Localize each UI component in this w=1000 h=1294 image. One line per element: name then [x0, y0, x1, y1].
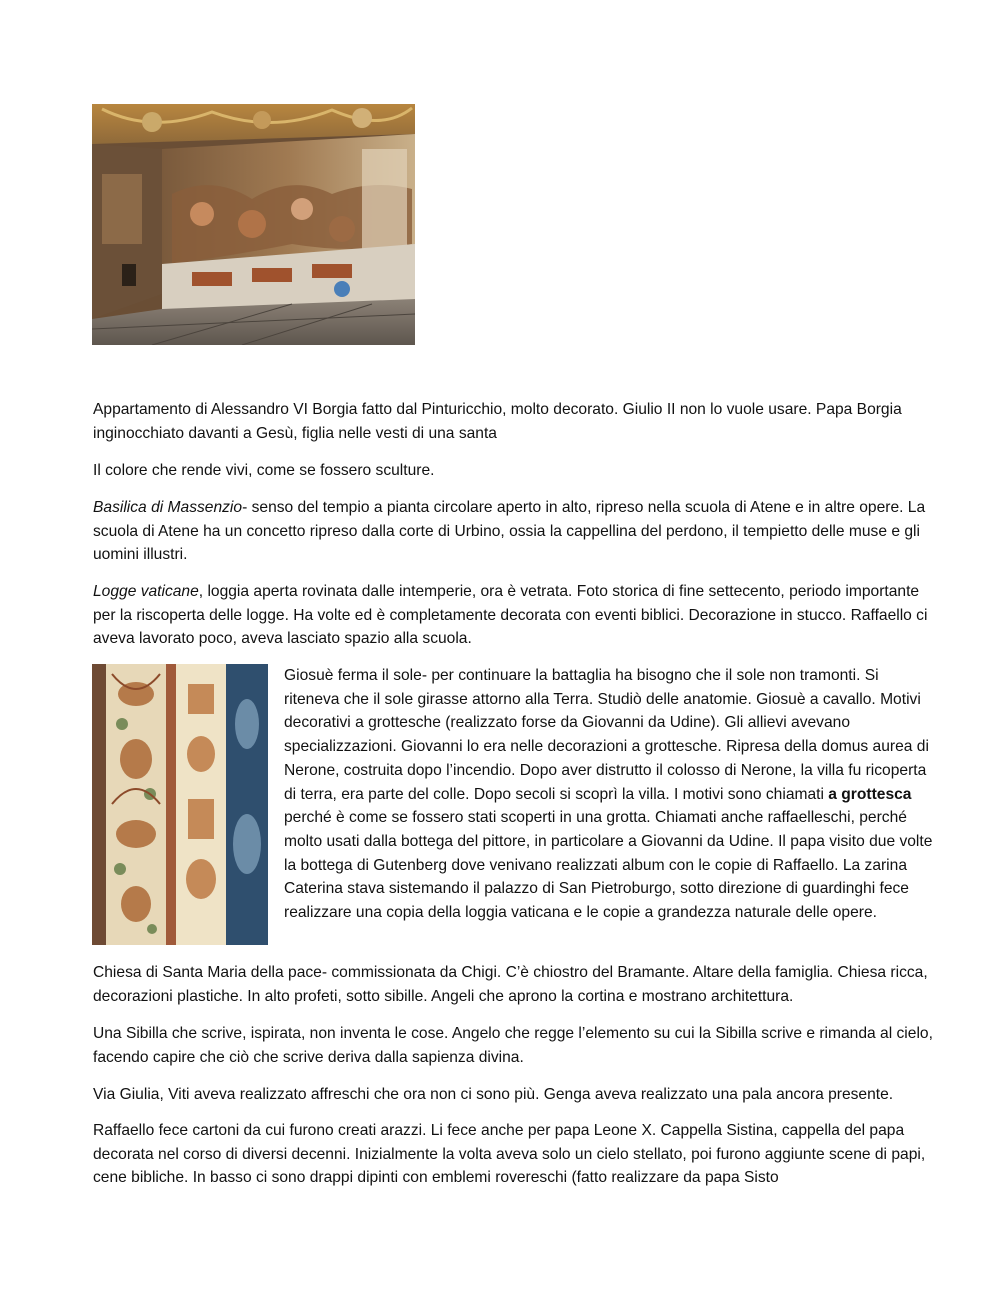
paragraph-sibilla: Una Sibilla che scrive, ispirata, non inventa le cose. Angelo che regge l’elemento su cui la Sibilla scrive e rimanda al cielo, facendo capire che ciò che scrive deriva dalla sapienza divina. [93, 1025, 933, 1066]
term-logge: Logge vaticane [93, 583, 199, 600]
paragraph-via-giulia: Via Giulia, Viti aveva realizzato affreschi che ora non ci sono più. Genga aveva realizzato una pala ancora presente. [93, 1086, 894, 1103]
paragraph-color: Il colore che rende vivi, come se fossero sculture. [93, 462, 435, 479]
paragraph-basilica [93, 496, 933, 567]
grotesque-pilaster-photo [92, 664, 268, 945]
paragraph-giosue-text-a: - per continuare la battaglia ha bisogno che il sole non tramonti. Si riteneva che il sole girasse attorno alla Terra. Studiò delle anatomie. Giosuè a cavallo. Motivi decorativi a grottesche (realizzato forse da Giovanni da Udine). Gli allievi avevano specializzazioni. Giovanni lo era nelle decorazioni a grottesche. Ripresa della domus aurea di Nerone, costruita dopo l’incendio. Dopo aver distrutto il colosso di Nerone, la villa fu ricoperta di terra, era parte del colle. Dopo secoli si scoprì la villa. I motivi sono chiamati [284, 667, 929, 803]
paragraph-giosue-text-b: perché è come se fossero stati scoperti in una grotta. Chiamati anche raffaelleschi, perché molto usati dalla bottega del pittore, in particolare a Giovanni da Udine. Il papa visito due volte la bottega di Gutenberg dove venivano realizzati album con le copie di Raffaello. La zarina Caterina stava sistemando il palazzo di San Pietroburgo, sotto direzione di guardinghi fece realizzare una copia della loggia vaticana e le copie a grandezza naturale delle opere. [284, 809, 933, 922]
term-giosue: Giosuè ferma il sole [284, 667, 422, 684]
term-basilica: Basilica di Massenzio [93, 499, 243, 516]
paragraph-raffaello-arazzi: Raffaello fece cartoni da cui furono creati arazzi. Li fece anche per papa Leone X. Cappella Sistina, cappella del papa decorata nel corso di diversi decenni. Inizialmente la volta aveva solo un cielo stellato, poi furono aggiunte scene di papi, cene bibliche. In basso ci sono drappi dipinti con emblemi rovereschi (fatto realizzare da papa Sisto [93, 1122, 926, 1187]
paragraph-giosue [284, 664, 934, 925]
paragraph-logge [93, 580, 933, 651]
paragraph-borgia-apartment: Appartamento di Alessandro VI Borgia fatto dal Pinturicchio, molto decorato. Giulio II non lo vuole usare. Papa Borgia inginocchiato davanti a Gesù, figlia nelle vesti di una santa [93, 401, 902, 442]
paragraph-santa-maria-pace: Chiesa di Santa Maria della pace- commissionata da Chigi. C’è chiostro del Bramante. Altare della famiglia. Chiesa ricca, decorazioni plastiche. In alto profeti, sotto sibille. Angeli che aprono la cortina e mostrano architettura. [93, 964, 928, 1005]
fresco-room-photo [92, 104, 415, 345]
term-grottesca: a grottesca [828, 785, 912, 803]
paragraph-basilica-text: - senso del tempio a pianta circolare aperto in alto, ripreso nella scuola di Atene e in altre opere. La scuola di Atene ha un concetto ripreso dalla corte di Urbino, ossia la cappellina del perdono, il tempietto delle muse e gli uomini illustri. [93, 499, 926, 564]
paragraph-logge-text: , loggia aperta rovinata dalle intemperie, ora è vetrata. Foto storica di fine settecento, periodo importante per la riscoperta delle logge. Ha volte ed è completamente decorata con eventi biblici. Decorazione in stucco. Raffaello ci aveva lavorato poco, aveva lasciato spazio alla scuola. [93, 583, 928, 648]
